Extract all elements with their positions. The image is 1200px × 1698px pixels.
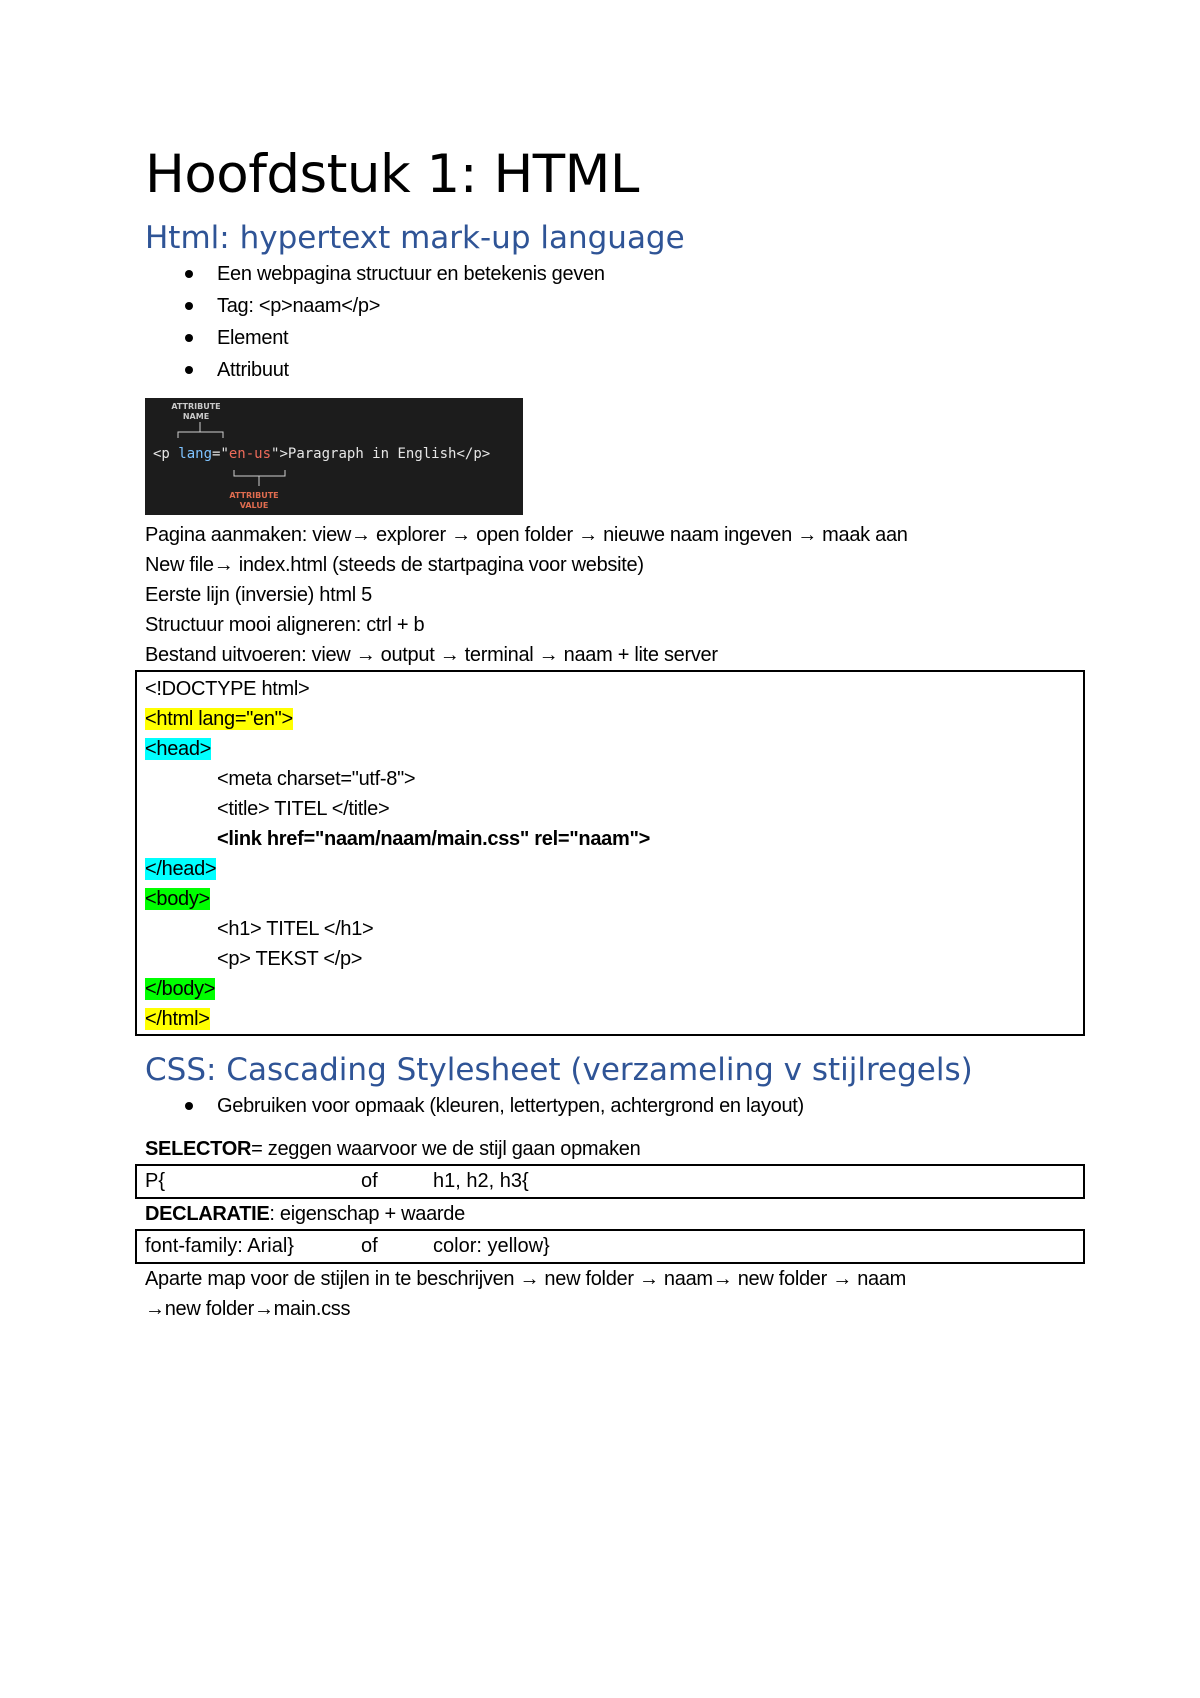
example-code-line: <p lang="en-us">Paragraph in English</p> [153,446,491,462]
text-line: Eerste lijn (inversie) html 5 [145,584,372,606]
attribute-name-caption: ATTRIBUTE NAME [171,402,221,421]
code-line: <html lang="en"> [145,708,293,730]
code-line: <head> [145,738,212,760]
attribute-value-caption: ATTRIBUTE VALUE [229,491,279,510]
code-line: <h1> TITEL </h1> [217,918,374,940]
text-line: Bestand uitvoeren: view → output → terminal → naam + lite server [145,644,718,666]
selector-box: P{ of h1, h2, h3{ [135,1164,1085,1199]
code-line: <!DOCTYPE html> [145,678,310,700]
list-item: Een webpagina structuur en betekenis geven [217,258,1075,290]
declaratie-line: DECLARATIE: eigenschap + waarde [145,1203,465,1225]
code-line: </html> [145,1008,210,1030]
declaratie-box: font-family: Arial} of color: yellow} [135,1229,1085,1264]
code-line: <title> TITEL </title> [217,798,390,820]
selector-line: SELECTOR= zeggen waarvoor we de stijl gaan opmaken [145,1138,641,1160]
list-item: Gebruiken voor opmaak (kleuren, lettertypen, achtergrond en layout) [217,1090,1075,1122]
section-heading-css: CSS: Cascading Stylesheet (verzameling v stijlregels) [145,1052,973,1088]
code-line: <link href="naam/naam/main.css" rel="naam"> [217,828,651,850]
folder-line: Aparte map voor de stijlen in te beschrijven → new folder → naam→ new folder → naam [145,1268,907,1290]
list-item: Attribuut [217,354,1075,386]
code-line: </head> [145,858,217,880]
html-bullet-list [145,258,1075,386]
code-line: <p> TEKST </p> [217,948,363,970]
list-item: Element [217,322,1075,354]
text-line: Pagina aanmaken: view→ explorer → open folder → nieuwe naam ingeven → maak aan [145,524,908,546]
css-bullet-list [145,1090,1075,1122]
folder-line: →new folder→main.css [145,1298,351,1320]
text-line: New file→ index.html (steeds de startpagina voor website) [145,554,644,576]
code-line: <meta charset="utf-8"> [217,768,416,790]
code-line: </body> [145,978,216,1000]
section-heading-html: Html: hypertext mark-up language [145,220,685,256]
text-line: Structuur mooi aligneren: ctrl + b [145,614,425,636]
document-content [145,140,1075,1324]
html-code-box [135,670,1085,1036]
attribute-example-image [145,398,523,515]
code-line: <body> [145,888,210,910]
list-item: Tag: <p>naam</p> [217,290,1075,322]
page-title: Hoofdstuk 1: HTML [145,144,639,205]
